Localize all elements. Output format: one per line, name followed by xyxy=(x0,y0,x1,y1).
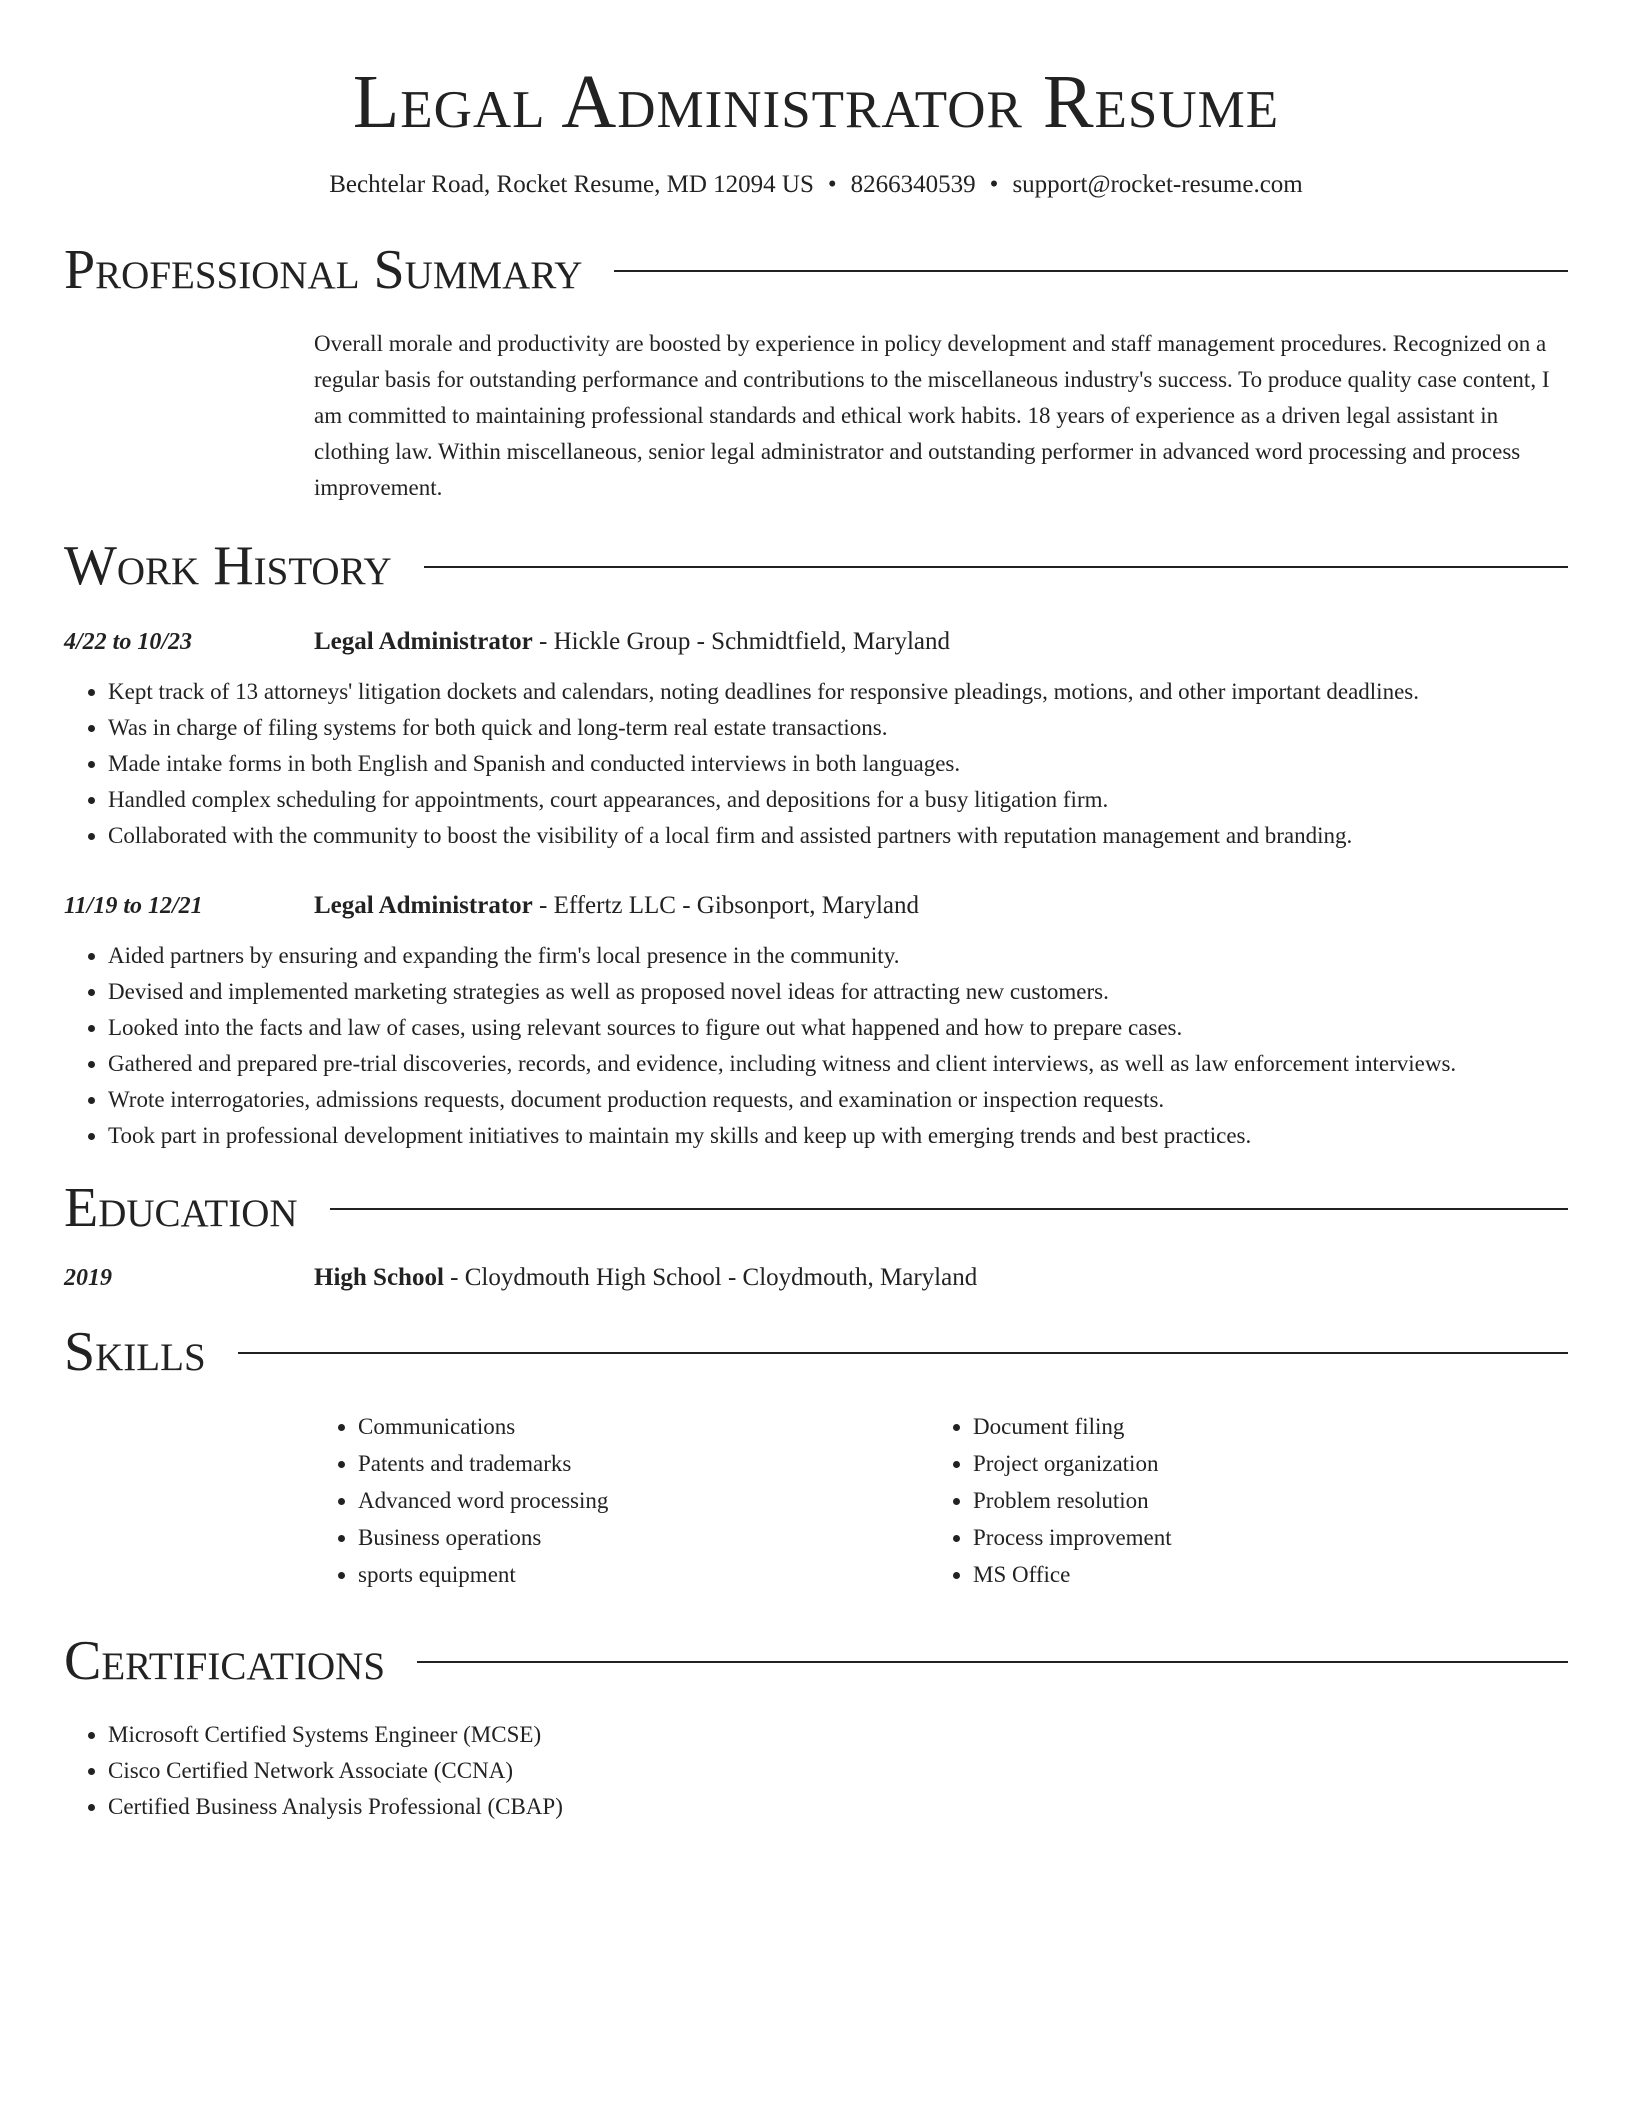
job-bullet: • Made intake forms in both English and Spanish and conducted interviews in both languages. xyxy=(108,746,1568,782)
job-bullet: • Aided partners by ensuring and expanding the firm's local presence in the community. xyxy=(108,938,1568,974)
job-dates: 11/19 to 12/21 xyxy=(64,893,203,919)
skills-list xyxy=(314,1408,1568,1593)
section-certifications-header xyxy=(64,1629,1568,1693)
job-header xyxy=(314,888,919,924)
contact-email: support@rocket-resume.com xyxy=(1012,171,1303,198)
contact-address: Bechtelar Road, Rocket Resume, MD 12094 US xyxy=(329,171,814,198)
certifications-list xyxy=(64,1717,1568,1825)
job-bullet: • Collaborated with the community to boost the visibility of a local firm and assisted partners with reputation management and branding. xyxy=(108,818,1568,854)
job-title: Legal Administrator xyxy=(314,892,533,919)
education-entry xyxy=(64,1260,1568,1296)
job-details: - Effertz LLC - Gibsonport, Maryland xyxy=(532,892,919,919)
section-heading: Skills xyxy=(64,1321,206,1383)
education-year: 2019 xyxy=(64,1265,112,1291)
skill-item: • Communications xyxy=(358,1408,929,1445)
section-divider xyxy=(424,566,1568,568)
section-heading: Professional Summary xyxy=(64,239,583,301)
job-bullets xyxy=(64,938,1568,1154)
section-heading: Certifications xyxy=(64,1630,386,1692)
contact-line xyxy=(64,168,1568,202)
job-title: Legal Administrator xyxy=(314,628,533,655)
certification-item: • Certified Business Analysis Professional (CBAP) xyxy=(108,1789,1568,1825)
skill-item: • Business operations xyxy=(358,1519,929,1556)
summary-text: Overall morale and productivity are boosted by experience in policy development and staff management procedures. Recognized on a regular basis for outstanding performance and contributions to the miscellaneous industry's success. To produce quality case content, I am committed to maintaining professional standards and ethical work habits. 18 years of experience as a driven legal assistant in clothing law. Within miscellaneous, senior legal administrator and outstanding performer in advanced word processing and process improvement. xyxy=(314,331,1550,500)
job-header xyxy=(314,624,950,660)
contact-separator: • xyxy=(989,171,999,198)
job-entry xyxy=(64,624,1568,854)
education-degree: High School xyxy=(314,1264,444,1291)
education-header xyxy=(314,1260,977,1296)
job-bullets xyxy=(64,674,1568,854)
contact-separator: • xyxy=(827,171,837,198)
job-entry xyxy=(64,888,1568,1154)
education-details: - Cloydmouth High School - Cloydmouth, Maryland xyxy=(443,1264,978,1291)
resume-title: Legal Administrator Resume xyxy=(352,60,1280,144)
job-details: - Hickle Group - Schmidtfield, Maryland xyxy=(532,628,951,655)
section-education-header xyxy=(64,1176,1568,1240)
job-bullet: • Was in charge of filing systems for both quick and long-term real estate transactions. xyxy=(108,710,1568,746)
job-bullet: • Kept track of 13 attorneys' litigation dockets and calendars, noting deadlines for responsive pleadings, motions, and other important deadlines. xyxy=(108,674,1568,710)
section-divider xyxy=(614,270,1568,272)
section-divider xyxy=(238,1352,1568,1354)
section-heading: Work History xyxy=(64,535,392,597)
section-divider xyxy=(417,1661,1568,1663)
certification-item: • Microsoft Certified Systems Engineer (MCSE) xyxy=(108,1717,1568,1753)
section-work-header xyxy=(64,534,1568,598)
job-bullet: • Looked into the facts and law of cases, using relevant sources to figure out what happened and how to prepare cases. xyxy=(108,1010,1568,1046)
job-bullet: • Devised and implemented marketing strategies as well as proposed novel ideas for attracting new customers. xyxy=(108,974,1568,1010)
job-bullet: • Took part in professional development initiatives to maintain my skills and keep up with emerging trends and best practices. xyxy=(108,1118,1568,1154)
skills-column-right xyxy=(929,1408,1544,1593)
skill-item: • Advanced word processing xyxy=(358,1482,929,1519)
skills-column-left xyxy=(314,1408,929,1593)
contact-phone: 8266340539 xyxy=(850,171,976,198)
skill-item: • Process improvement xyxy=(973,1519,1544,1556)
skill-item: • Document filing xyxy=(973,1408,1544,1445)
section-summary-header xyxy=(64,238,1568,302)
skill-item: • Problem resolution xyxy=(973,1482,1544,1519)
section-heading: Education xyxy=(64,1177,298,1239)
job-bullet: • Wrote interrogatories, admissions requests, document production requests, and examination or inspection requests. xyxy=(108,1082,1568,1118)
skill-item: • Patents and trademarks xyxy=(358,1445,929,1482)
section-skills-header xyxy=(64,1320,1568,1384)
skill-item: • Project organization xyxy=(973,1445,1544,1482)
section-divider xyxy=(330,1208,1568,1210)
certification-item: • Cisco Certified Network Associate (CCNA) xyxy=(108,1753,1568,1789)
skill-item: • MS Office xyxy=(973,1556,1544,1593)
skill-item: • sports equipment xyxy=(358,1556,929,1593)
job-bullet: • Handled complex scheduling for appointments, court appearances, and depositions for a busy litigation firm. xyxy=(108,782,1568,818)
job-bullet: • Gathered and prepared pre-trial discoveries, records, and evidence, including witness and client interviews, as well as law enforcement interviews. xyxy=(108,1046,1568,1082)
job-dates: 4/22 to 10/23 xyxy=(64,629,193,655)
